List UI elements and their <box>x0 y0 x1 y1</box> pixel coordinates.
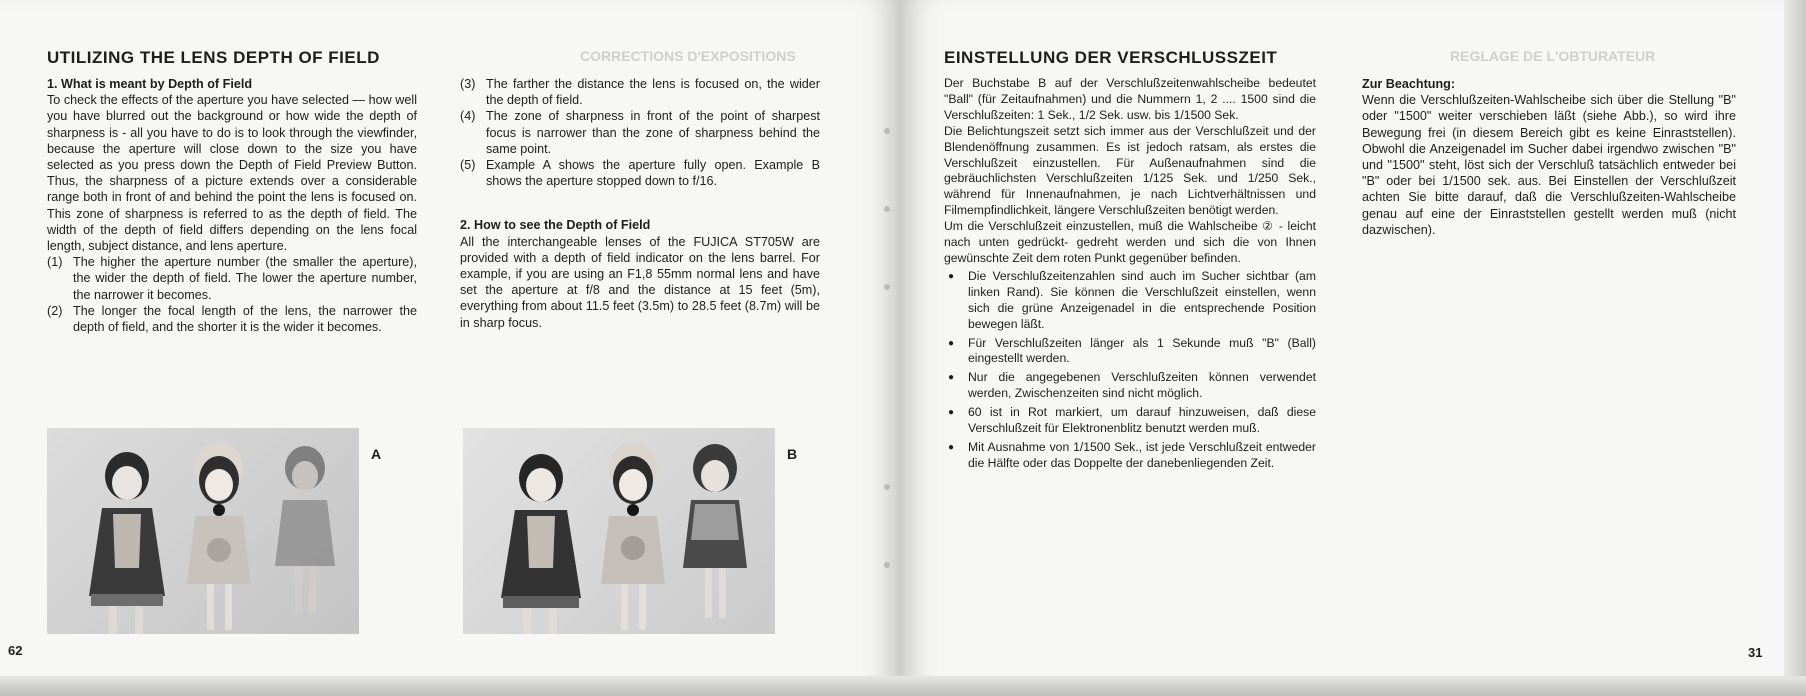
binding-hole <box>884 206 890 212</box>
list-item-3 <box>460 76 820 108</box>
note-body: Wenn die Verschlußzeiten-Wahlscheibe sich über die Stellung "B" oder "1500" weiter verschieben läßt (siehe Abb.), so wird ihre Bewegung frei (in diesem Bereich gibt es keine Einraststellen). Obwohl die Anzeigenadel im Sucher dabei irgendwo zwischen "B" und "1500" steht, löst sich der Verschluß tatsächlich entweder bei "B" oder bei 1/1500 sek. aus. Bei Einstellen der Verschlußzeit achten Sie bitte darauf, daß die Verschlußzeiten-Wahlscheibe genau auf eine der Einraststellen gestellt werden muß (nicht dazwischen). <box>1362 93 1736 237</box>
list-item-5 <box>460 157 820 189</box>
right-page <box>900 0 1806 696</box>
page-title-left: UTILIZING THE LENS DEPTH OF FIELD <box>47 48 380 67</box>
item-text: The longer the focal length of the lens, the narrower the depth of field, and the shorter it is the wider it becomes. <box>73 303 417 335</box>
item-number: (2) <box>47 303 63 318</box>
binding-hole <box>884 284 890 290</box>
bullet-item-2: ● Für Verschlußzeiten länger als 1 Sekunde muß "B" (Ball) eingestellt werden. <box>944 336 1316 368</box>
bleed-through-title-left: CORRECTIONS D'EXPOSITIONS <box>580 48 796 64</box>
photo-label-a: A <box>371 446 382 462</box>
left-page <box>0 0 900 696</box>
section-heading-2: 2. How to see the Depth of Field <box>460 218 651 233</box>
item-text: The farther the distance the lens is focused on, the wider the depth of field. <box>486 77 820 108</box>
list-item-1 <box>47 254 417 303</box>
item-number: (3) <box>460 77 476 91</box>
page-bottom-edge <box>0 676 1806 696</box>
paragraph-2: Die Belichtungszeit setzt sich immer aus der Verschlußzeit und der Blendenöffnung zusammen. Es ist jedoch ratsam, als erstes die Verschlußzeit einzustellen. Für Außenaufnahmen sind die gebräuchlichsten Verschlußzeiten 1/125 Sek. und 1/250 Sek., während für Innenaufnahmen, je nach Lichtverhältnissen und Filmempfindlichkeit, längere Verschlußzeiten benötigt werden. <box>944 123 1316 218</box>
photo-example-a <box>47 428 359 634</box>
item-text: The higher the aperture number (the smaller the aperture), the wider the depth of field. The lower the aperture number, the narrower it becomes. <box>73 255 417 302</box>
numbered-list-part1 <box>47 254 417 335</box>
photo-label-b: B <box>787 446 798 462</box>
paragraph-1: Der Buchstabe B auf der Verschlußzeitenwahlscheibe bedeutet "Ball" (für Zeitaufnahmen) und die Nummern 1, 2 .... 1500 sind die Verschlußzeiten: 1 Sek., 1/2 Sek. usw. bis 1/1500 Sek. <box>944 76 1316 122</box>
item-number: (5) <box>460 158 476 173</box>
bullet-item-1: ● Die Verschlußzeitenzahlen sind auch im Sucher sichtbar (am linken Rand). Sie können die Verschlußzeit einstellen, wenn sich die grüne Anzeigenadel in die entsprechende Position bewegen läßt. <box>944 269 1316 333</box>
dolls-image-a <box>47 428 359 634</box>
bleed-through-title-right: REGLAGE DE L'OBTURATEUR <box>1450 48 1656 64</box>
note-heading: Zur Beachtung: <box>1362 77 1456 91</box>
section-body-2: All the interchangeable lenses of the FUJICA ST705W are provided with a depth of field indicator on the lens barrel. For example, if you are using an F1,8 55mm normal lens and have set the aperture at f/8 and the distance at 15 feet (5m), everything from about 11.5 feet (3.5m) to 28.5 feet (8.7m) will be in sharp focus. <box>460 234 820 330</box>
right-column-1 <box>944 76 1316 475</box>
paragraph-3: Um die Verschlußzeit einzustellen, muß die Wahlscheibe ② - leicht nach unten gedrückt- gedreht werden und sich die von Ihnen gewünschte Zeit dem roten Punkt gegenüber befinden. <box>944 219 1316 265</box>
bullet-list <box>944 269 1316 472</box>
section-heading-1: 1. What is meant by Depth of Field <box>47 77 253 91</box>
bullet-item-3: ● Nur die angegebenen Verschlußzeiten können verwendet werden, Zwischenzeiten sind nicht möglich. <box>944 370 1316 402</box>
binding-hole <box>884 128 890 134</box>
page-title-right: EINSTELLUNG DER VERSCHLUSSZEIT <box>944 48 1278 67</box>
binding-hole <box>884 484 890 490</box>
numbered-list-part2 <box>460 76 820 189</box>
item-text: Example A shows the aperture fully open. Example B shows the aperture stopped down to f/16. <box>486 158 820 189</box>
list-item-2 <box>47 303 417 335</box>
section-body-1: To check the effects of the aperture you have selected — how well you have blurred out the background or how wide the depth of sharpness is - all you have to do is to look through the viewfinder, because the aperture will close down to the size you have selected as you press down the Depth of Field Preview Button. Thus, the sharpness of a picture extends over a considerable range both in front of and behind the point the lens is focused on. This zone of sharpness is referred to as the depth of field. The width of the depth of field differs depending on the lens focal length, subject distance, and lens aperture. <box>47 93 417 254</box>
dolls-image-b <box>463 428 775 634</box>
left-column-2 <box>460 76 820 331</box>
item-number: (4) <box>460 109 476 124</box>
photo-example-b <box>463 428 775 634</box>
bullet-item-4: ● 60 ist in Rot markiert, um darauf hinzuweisen, daß diese Verschlußzeit für Elektronenblitz benutzt werden muß. <box>944 405 1316 437</box>
left-column-1 <box>47 76 417 335</box>
list-item-4 <box>460 108 820 157</box>
item-text: The zone of sharpness in front of the point of sharpest focus is narrower than the zone of sharpness behind the same point. <box>486 109 820 156</box>
bullet-item-5: ● Mit Ausnahme von 1/1500 Sek., ist jede Verschlußzeit entweder die Hälfte oder das Doppelte der danebenliegenden Zeit. <box>944 440 1316 472</box>
binding-hole <box>884 562 890 568</box>
item-number: (1) <box>47 255 63 270</box>
right-column-2 <box>1362 76 1736 238</box>
page-number-right: 31 <box>1748 645 1763 660</box>
page-number-left: 62 <box>8 643 23 658</box>
page-edge <box>1784 0 1806 696</box>
